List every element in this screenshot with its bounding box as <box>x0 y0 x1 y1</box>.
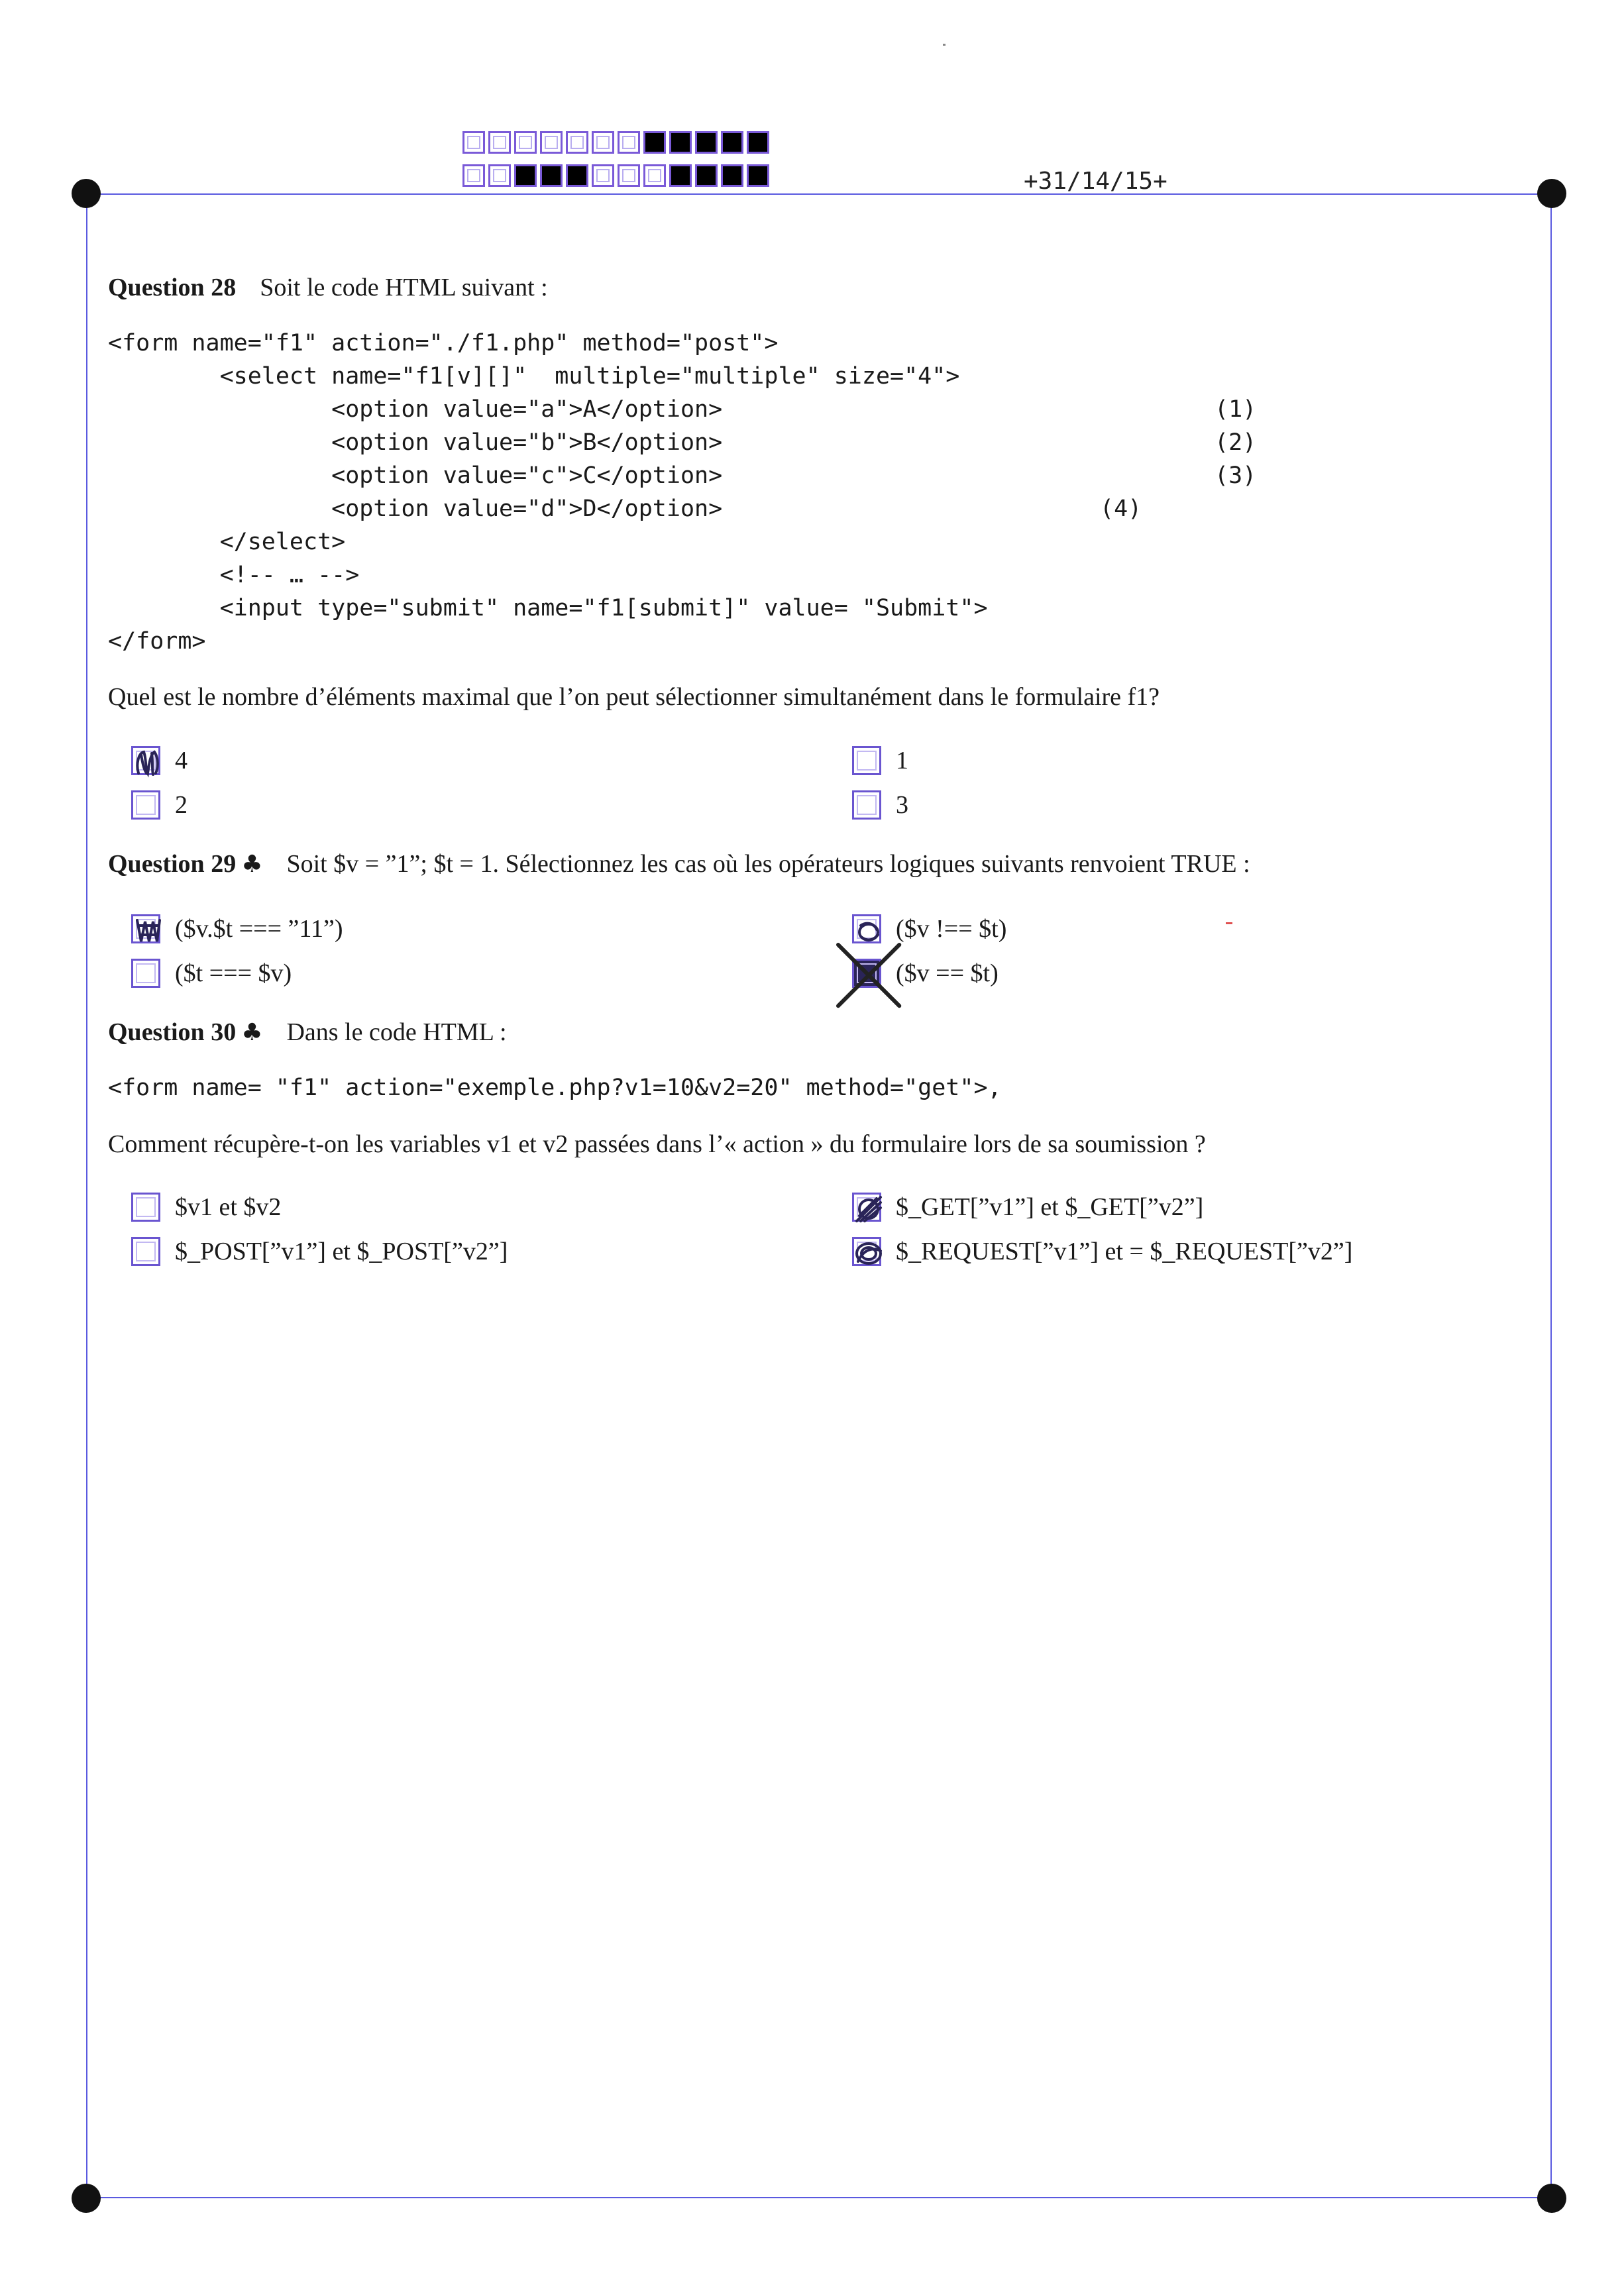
choice-label: ($t === $v) <box>175 959 292 987</box>
club-icon: ♣ <box>241 1019 263 1046</box>
question-prompt: Dans le code HTML : <box>286 1018 507 1046</box>
barcode-cell-empty <box>488 131 511 154</box>
code-line: </select> <box>108 529 346 555</box>
corner-mark-bottom-left <box>72 2184 101 2213</box>
answer-choice[interactable] <box>131 746 188 775</box>
pen-mark-icon <box>129 912 166 949</box>
answer-choice[interactable] <box>131 959 292 988</box>
barcode-cell-filled <box>669 164 692 187</box>
barcode-cell-empty <box>462 131 485 154</box>
barcode-cell-filled <box>695 131 718 154</box>
choice-label: $_REQUEST[”v1”] et = $_REQUEST[”v2”] <box>896 1238 1353 1265</box>
choice-label: 3 <box>896 791 908 819</box>
checkbox[interactable] <box>131 1193 160 1222</box>
checkbox-crossed-out[interactable] <box>852 959 881 988</box>
question-number: Question 29 <box>108 850 237 878</box>
barcode-cell-empty <box>566 131 588 154</box>
choice-label: ($v !== $t) <box>896 915 1007 943</box>
checkbox[interactable] <box>131 1237 160 1266</box>
answer-choice[interactable] <box>852 790 908 820</box>
question-text: Quel est le nombre d’éléments maximal que l’on peut sélectionner simultanément dans le formulaire f1? <box>108 683 1160 711</box>
answer-choice[interactable] <box>852 914 1006 943</box>
code-line: <select name="f1[v][]" multiple="multiple" size="4"> <box>108 363 960 390</box>
code-line: <option value="d">D</option> <box>108 496 723 522</box>
answer-choice[interactable] <box>852 1193 1203 1222</box>
answer-choice[interactable] <box>131 1237 508 1266</box>
checkbox-checked[interactable] <box>852 1193 881 1222</box>
question-number: Question 30 <box>108 1018 237 1046</box>
code-line: <form name= "f1" action="exemple.php?v1=10&v2=20" method="get">, <box>108 1075 1002 1101</box>
question-text: Comment récupère-t-on les variables v1 et v2 passées dans l’« action » du formulaire lors de sa soumission ? <box>108 1130 1206 1158</box>
barcode-cell-filled <box>747 131 769 154</box>
choice-label: 4 <box>175 747 188 774</box>
barcode-cell-empty <box>488 164 511 187</box>
answer-choice[interactable] <box>131 790 188 820</box>
pen-mark-icon <box>129 744 166 781</box>
cross-out-icon <box>834 941 903 1010</box>
barcode-cell-filled <box>669 131 692 154</box>
question-number: Question 28 <box>108 274 237 301</box>
checkbox[interactable] <box>852 790 881 820</box>
answer-choice[interactable] <box>852 1237 1352 1266</box>
code-line-number: (1) <box>1215 396 1257 423</box>
code-line-number: (2) <box>1215 429 1257 456</box>
club-icon: ♣ <box>241 851 263 878</box>
barcode-cell-filled <box>566 164 588 187</box>
question-28-title <box>108 273 548 302</box>
barcode-cell-filled <box>643 131 666 154</box>
barcode-cell-filled <box>721 164 743 187</box>
question-30-title <box>108 1018 507 1047</box>
barcode-cell-empty <box>592 164 614 187</box>
barcode-cell-filled <box>695 164 718 187</box>
pen-mark-icon <box>850 1191 887 1228</box>
barcode-row <box>462 131 773 154</box>
scan-speck <box>943 44 946 46</box>
question-29-title <box>108 849 1250 879</box>
code-line-number: (3) <box>1215 462 1257 489</box>
choice-label: $_POST[”v1”] et $_POST[”v2”] <box>175 1238 508 1265</box>
choice-label: ($v.$t === ”11”) <box>175 915 343 943</box>
choice-label: $_GET[”v1”] et $_GET[”v2”] <box>896 1193 1204 1221</box>
choice-label: $v1 et $v2 <box>175 1193 282 1221</box>
question-prompt: Soit le code HTML suivant : <box>260 274 548 301</box>
page-id: +31/14/15+ <box>1024 168 1167 195</box>
barcode-cell-empty <box>592 131 614 154</box>
choice-label: ($v == $t) <box>896 959 999 987</box>
barcode-cell-filled <box>721 131 743 154</box>
code-line: <option value="a">A</option> <box>108 396 723 423</box>
page-frame <box>86 193 1552 2198</box>
code-line: <option value="c">C</option> <box>108 462 723 489</box>
corner-mark-top-right <box>1537 179 1566 208</box>
barcode-cell-empty <box>618 164 640 187</box>
checkbox[interactable] <box>131 959 160 988</box>
answer-choice[interactable] <box>131 914 343 943</box>
checkbox-checked[interactable] <box>131 914 160 943</box>
barcode-row <box>462 164 773 187</box>
code-line-number: (4) <box>1100 496 1142 522</box>
corner-mark-top-left <box>72 179 101 208</box>
barcode-cell-empty <box>540 131 563 154</box>
pen-mark-icon <box>850 1235 887 1272</box>
checkbox[interactable] <box>852 746 881 775</box>
answer-choice[interactable] <box>852 959 999 988</box>
code-line: </form> <box>108 628 206 655</box>
checkbox-checked[interactable] <box>852 914 881 943</box>
code-line: <!-- … --> <box>108 562 360 588</box>
choice-label: 2 <box>175 791 188 819</box>
corner-mark-bottom-right <box>1537 2184 1566 2213</box>
checkbox[interactable] <box>131 790 160 820</box>
code-line: <option value="b">B</option> <box>108 429 723 456</box>
barcode-cell-empty <box>514 131 537 154</box>
barcode-cell-empty <box>618 131 640 154</box>
barcode-cell-empty <box>462 164 485 187</box>
barcode-cell-filled <box>747 164 769 187</box>
checkbox-checked[interactable] <box>852 1237 881 1266</box>
answer-choice[interactable] <box>131 1193 281 1222</box>
checkbox-checked[interactable] <box>131 746 160 775</box>
barcode-cell-filled <box>514 164 537 187</box>
choice-label: 1 <box>896 747 908 774</box>
barcode-cell-empty <box>643 164 666 187</box>
code-line: <input type="submit" name="f1[submit]" value= "Submit"> <box>108 595 988 621</box>
answer-choice[interactable] <box>852 746 908 775</box>
question-prompt: Soit $v = ”1”; $t = 1. Sélectionnez les cas où les opérateurs logiques suivants renvoient TRUE : <box>286 850 1250 878</box>
barcode-cell-filled <box>540 164 563 187</box>
code-line: <form name="f1" action="./f1.php" method="post"> <box>108 330 779 356</box>
